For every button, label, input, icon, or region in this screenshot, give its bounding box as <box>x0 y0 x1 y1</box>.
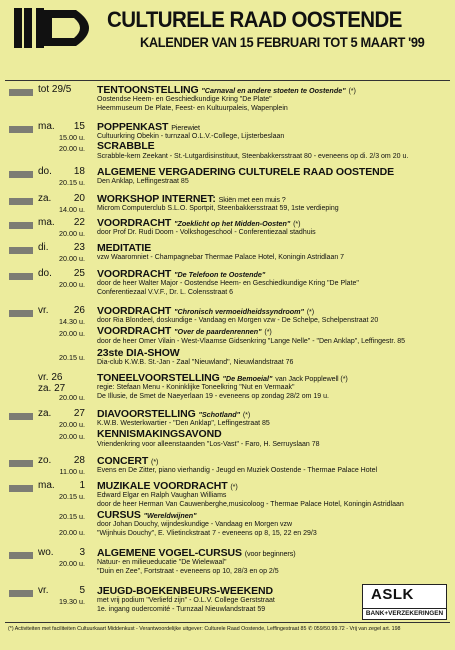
event-bar <box>9 552 33 559</box>
footer-note: (*) Activiteiten met faciliteiten Cultuurkaart Middenkust - Verantwoordelijke uitgever: Culturele Raad Oostende, Leffingestraat 85 ✆ 059/50.99.72 - Vrij van zegel art. 198 <box>8 626 401 632</box>
event-title: DIAVOORSTELLING "Schotland" (*) <box>97 408 251 420</box>
event-line: met vrij podium "Verliefd zijn" - O.L.V. College Gerststraat <box>97 597 275 604</box>
event-time: 20.00 u. <box>59 528 85 537</box>
event-time: 20.15 u. <box>59 178 85 187</box>
event-day: tot 29/5 <box>38 84 72 95</box>
event-date: 18 <box>73 166 85 177</box>
event-time: 20.00 u. <box>59 393 85 402</box>
event-line: Conferentiezaal V.V.F., Dr. L. Colensstraat 6 <box>97 289 234 296</box>
event-date: 26 <box>73 305 85 316</box>
event-day: za. <box>38 408 52 419</box>
event-line: vzw Waaromniet - Champagnebar Thermae Palace Hotel, Koningin Astridlaan 7 <box>97 254 345 261</box>
event-line: door de heer Herman Van Cauwenberghe,musicoloog - Thermae Palace Hotel, Koningin Astridlaan <box>97 501 404 508</box>
event-title: KENNISMAKINGSAVOND <box>97 428 222 440</box>
event-time: 20.15 u. <box>59 492 85 501</box>
event-date: 3 <box>79 547 85 558</box>
event-title: POPPENKAST Pierewiet <box>97 121 200 133</box>
event-bar <box>9 247 33 254</box>
event-day: zo. <box>38 455 52 466</box>
event-line: Edward Elgar en Ralph Vaughan Williams <box>97 492 227 499</box>
event-time: 14.00 u. <box>59 205 85 214</box>
event-time: 20.00 u. <box>59 432 85 441</box>
event-line: K.W.B. Westerkwartier - "Den Anklap", Leffingestraat 85 <box>97 420 270 427</box>
event-bar <box>9 460 33 467</box>
event-line: Oostendse Heem- en Geschiedkundige Kring "De Plate" <box>97 96 272 103</box>
event-bar <box>9 89 33 96</box>
event-line: 1e. ingang oudercomité - Turnzaal Nieuwlandstraat 59 <box>97 606 266 613</box>
event-title: CURSUS "Wereldwijnen" <box>97 509 197 521</box>
event-day: ma. <box>38 121 55 132</box>
event-time: 19.30 u. <box>59 597 85 606</box>
event-time: 11.00 u. <box>59 467 85 476</box>
event-date: 15 <box>73 121 85 132</box>
event-time: 20.15 u. <box>59 512 85 521</box>
event-line: "Duin en Zee", Fortstraat - eveneens op 10, 28/3 en op 2/5 <box>97 568 279 575</box>
sponsor-subtitle: BANK+VERZEKERINGEN <box>363 608 446 619</box>
event-date: 28 <box>73 455 85 466</box>
event-time: 20.15 u. <box>59 353 85 362</box>
event-title: TONEELVOORSTELLING "De Bemoeial" van Jack Popplewell (*) <box>97 372 348 384</box>
event-title: SCRABBLE <box>97 140 155 152</box>
event-title: CONCERT (*) <box>97 455 159 467</box>
event-line: door de heer Walter Major - Oostendse Heem- en Geschiedkundige Kring "De Plate" <box>97 280 359 287</box>
event-time: 20.00 u. <box>59 559 85 568</box>
event-day: za. 27 <box>38 383 66 394</box>
event-bar <box>9 171 33 178</box>
event-day: ma. <box>38 480 55 491</box>
event-line: Vriendenkring voor alleenstaanden "Los-Vast" - Faro, H. Serruyslaan 78 <box>97 441 320 448</box>
event-title: VOORDRACHT "Zoeklicht op het Midden-Oosten" (*) <box>97 217 301 229</box>
sponsor-logo <box>362 584 447 620</box>
event-bar <box>9 413 33 420</box>
event-time: 20.00 u. <box>59 229 85 238</box>
event-title: JEUGD-BOEKENBEURS-WEEKEND <box>97 585 274 597</box>
event-day: vr. <box>38 305 49 316</box>
event-day: do. <box>38 166 52 177</box>
event-title: ALGEMENE VERGADERING CULTURELE RAAD OOSTENDE <box>97 166 395 178</box>
event-title: MEDITATIE <box>97 242 152 254</box>
event-line: door Ria Blondeel, doskundige - Vandaag en Morgen vzw - De Schelpe, Schelpenstraat 20 <box>97 317 379 324</box>
event-title: 23ste DIA-SHOW <box>97 347 180 359</box>
event-date: 5 <box>79 585 85 596</box>
event-time: 20.00 u. <box>59 420 85 429</box>
event-title: TENTOONSTELLING "Carnaval en andere stoeten te Oostende" (*) <box>97 84 356 96</box>
sponsor-name: ASLK <box>371 586 414 603</box>
event-bar <box>9 590 33 597</box>
event-title: VOORDRACHT "De Telefoon te Oostende" <box>97 268 266 280</box>
event-date: 1 <box>79 480 85 491</box>
event-line: door Johan Douchy, wijndeskundige - Vandaag en Morgen vzw <box>97 521 293 528</box>
event-date: 25 <box>73 268 85 279</box>
event-date: 20 <box>73 193 85 204</box>
page-title: CULTURELE RAAD OOSTENDE <box>107 7 402 32</box>
event-day: wo. <box>38 547 54 558</box>
event-line: "Wijnhuis Douchy", E. Vlietinckstraat 7 - eveneens op 8, 15, 22 en 29/3 <box>97 530 317 537</box>
event-day: di. <box>38 242 49 253</box>
event-title: ALGEMENE VOGEL-CURSUS (voor beginners) <box>97 547 296 559</box>
event-line: Evens en De Zitter, piano vierhandig - Jeugd en Muziek Oostende - Thermae Palace Hotel <box>97 467 378 474</box>
event-line: De Illusie, de Smet de Naeyerlaan 19 - eveneens op zondag 28/2 om 19 u. <box>97 393 329 400</box>
event-day: vr. 26 <box>38 372 63 383</box>
event-title: WORKSHOP INTERNET: Skiën met een muis ? <box>97 193 286 205</box>
divider <box>5 80 450 81</box>
event-day: ma. <box>38 217 55 228</box>
event-time: 15.00 u. <box>59 133 85 142</box>
event-line: Microm Computerclub S.L.O. Sportpit, Steenbakkersstraat 59, 1ste verdieping <box>97 205 339 212</box>
event-line: Scrabble-kern Zeekant - St.-Lutgardisinstituut, Steenbakkersstraat 80 - eveneens op di. 2/3 om 20 u. <box>97 153 409 160</box>
event-time: 20.00 u. <box>59 254 85 263</box>
event-time: 20.00 u. <box>59 144 85 153</box>
event-line: Den Anklap, Leffingestraat 85 <box>97 178 189 185</box>
event-bar <box>9 198 33 205</box>
event-date: 22 <box>73 217 85 228</box>
page-subtitle: KALENDER VAN 15 FEBRUARI TOT 5 MAART '99 <box>140 35 425 50</box>
divider <box>5 622 450 623</box>
event-line: Cultuurkring Obekin - turnzaal O.L.V.-College, Lijsterbeslaan <box>97 133 285 140</box>
event-time: 20.00 u. <box>59 329 85 338</box>
event-line: Natuur- en milieueducatie "De Wielewaal" <box>97 559 227 566</box>
event-line: Heemmuseum De Plate, Feest- en Kultuurpaleis, Wapenplein <box>97 105 288 112</box>
event-bar <box>9 310 33 317</box>
event-line: regie: Stefaan Menu - Koninklijke Toneelkring "Nut en Vermaak" <box>97 384 295 391</box>
event-line: door Prof Dr. Rudi Doom - Volkshogeschool - Conferentiezaal stadhuis <box>97 229 316 236</box>
event-day: vr. <box>38 585 49 596</box>
event-time: 14.30 u. <box>59 317 85 326</box>
event-bar <box>9 485 33 492</box>
event-title: VOORDRACHT "Chronisch vermoeidheidssyndroom" (*) <box>97 305 315 317</box>
event-day: za. <box>38 193 52 204</box>
event-title: MUZIKALE VOORDRACHT (*) <box>97 480 238 492</box>
event-time: 20.00 u. <box>59 280 85 289</box>
event-line: door de heer Omer Vilain - West-Vlaamse Gidsenkring "Lange Nelle" - "Den Anklap", Leffingestr. 85 <box>97 338 405 345</box>
culturele-raad-logo-icon <box>14 8 104 48</box>
event-line: Dia-club K.W.B. St.-Jan - Zaal "Nieuwland", Nieuwlandstraat 76 <box>97 359 294 366</box>
event-title: VOORDRACHT "Over de paardenrennen" (*) <box>97 325 272 337</box>
event-date: 27 <box>73 408 85 419</box>
event-day: do. <box>38 268 52 279</box>
event-date: 23 <box>73 242 85 253</box>
event-bar <box>9 222 33 229</box>
event-bar <box>9 273 33 280</box>
event-bar <box>9 126 33 133</box>
